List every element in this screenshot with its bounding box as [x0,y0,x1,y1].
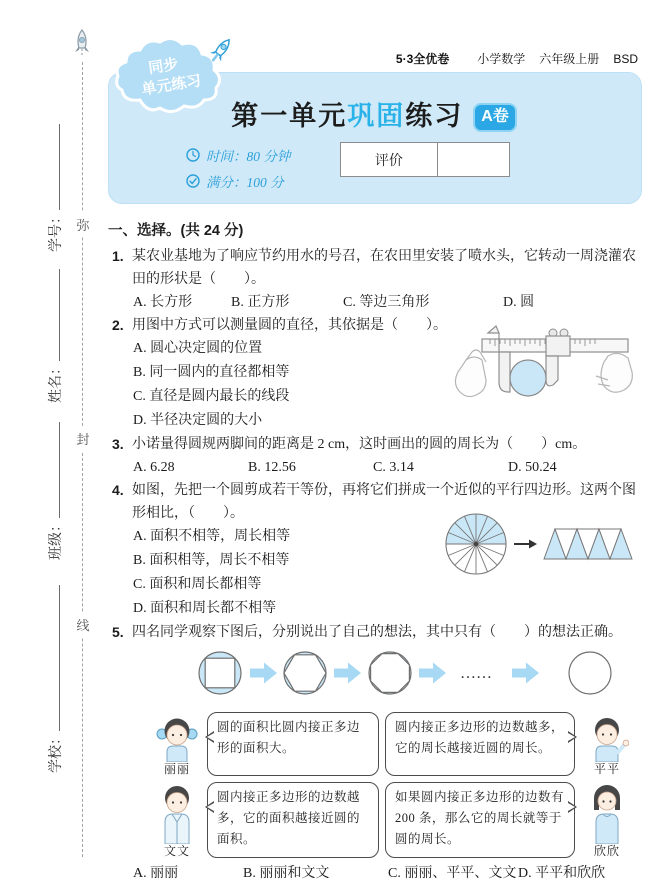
series-subject: 小学数学 [477,52,526,66]
clock-icon [186,148,200,162]
seal-char-1: 弥 [75,212,91,237]
q3-option-d: D. 50.24 [508,460,557,475]
field-student-id [44,112,66,252]
q5-option-d: D. 平平和欣欣 [518,866,606,881]
student-lili [153,712,201,776]
title-highlight: 巩固 [347,101,406,131]
field-name-label: 姓名： [47,361,63,403]
question-5-options [108,862,642,884]
student-pingping [581,712,633,776]
speech-bubble-wenwen: 圆内接正多边形的边数越多，它的面积越接近圆的面积。 [207,782,379,858]
field-class-blank [46,422,60,518]
q5-option-c: C. 丽丽、平平、文文 [388,866,517,881]
question-1-number: 1. [112,248,124,264]
student-xinxin-figure [585,782,629,844]
score-text: 满分：100 分 [206,175,284,190]
field-school-label: 学校： [47,731,63,773]
series-edition: BSD [613,52,638,66]
field-school-blank [46,585,60,731]
student-wenwen-name: 文文 [163,844,190,858]
title-part2: 练习 [405,101,464,131]
seal-char-3: 线 [75,612,91,637]
question-4-number: 4. [112,482,124,498]
cloud-text-line1: 同步 [147,55,180,78]
q1-option-a: A. 长方形 [133,295,193,310]
student-xinxin-name: 欣欣 [593,844,620,858]
question-3-options [108,456,642,479]
question-5-number: 5. [112,624,124,640]
time-text: 时间：80 分钟 [206,149,291,164]
q3-option-c: C. 3.14 [373,460,414,475]
question-4-text: 如图，先把一个圆剪成若干等份，再将它们拼成一个近似的平行四边形。这两个图形相比，（ ）。 [132,483,636,521]
q3-option-b: B. 12.56 [248,460,296,475]
inscribed-polygons-sequence-illustration [190,647,620,699]
check-circle-icon [186,174,200,188]
seal-dashed-line [82,62,83,857]
q5-option-a: A. 丽丽 [133,866,179,881]
title-part1: 第一单元 [231,101,348,131]
student-wenwen [153,782,201,858]
speech-bubble-lili: 圆的面积比圆内接正多边形的面积大。 [207,712,379,776]
evaluation-label: 评价 [341,143,438,176]
q3-option-a: A. 6.28 [133,460,175,475]
evaluation-blank-cell [438,143,509,176]
question-2 [108,314,642,433]
rocket-icon [70,28,94,60]
series-volume: 六年级上册 [539,52,600,66]
q1-option-b: B. 正方形 [231,295,290,310]
question-2-text: 用图中方式可以测量圆的直径，其依据是（ ）。 [132,318,447,333]
q1-option-d: D. 圆 [503,295,535,310]
q4-option-a: A. 面积不相等，周长相等 [133,529,291,544]
student-xinxin [581,782,633,858]
section-heading: 一、选择。(共 24 分) [108,223,244,239]
question-2-number: 2. [112,317,124,333]
circle-to-parallelogram-illustration [444,511,636,577]
student-pingping-figure [585,712,629,762]
speech-bubble-pingping: 圆内接正多边形的边数越多，它的周长越接近圆的周长。 [385,712,575,776]
field-name [44,257,66,403]
questions-section [108,220,642,884]
question-5 [108,621,642,884]
score-info [186,172,346,190]
question-1 [108,245,642,314]
caliper-measuring-circle-illustration [452,324,640,412]
seal-char-2: 封 [75,426,91,451]
series-name: 5·3全优卷 [395,52,450,66]
student-pingping-name: 平平 [593,762,620,776]
field-name-blank [46,269,60,361]
student-lili-name: 丽丽 [163,762,190,776]
ellipsis-text: …… [460,665,492,682]
q4-option-d: D. 面积和周长都不相等 [133,601,277,616]
q4-option-c: C. 面积和周长都相等 [133,577,262,592]
question-1-options [108,291,642,314]
speech-bubble-xinxin: 如果圆内接正多边形的边数有 200 条，那么它的周长就等于圆的周长。 [385,782,575,858]
student-wenwen-figure [155,782,199,844]
q4-option-b: B. 面积相等，周长不相等 [133,553,290,568]
question-5-text: 四名同学观察下图后，分别说出了自己的想法，其中只有（ ）的想法正确。 [132,625,622,640]
series-info [396,50,638,67]
page-title [108,94,640,133]
evaluation-box [340,142,510,177]
field-class [44,410,66,560]
question-3-text: 小诺量得圆规两脚间的距离是 2 cm，这时画出的圆的周长为（ ）cm。 [132,437,587,452]
q1-option-c: C. 等边三角形 [343,295,430,310]
q5-option-b: B. 丽丽和文文 [243,866,330,881]
field-school [44,573,66,773]
students-discussion [153,712,642,858]
question-1-text: 某农业基地为了响应节约用水的号召，在农田里安装了喷水头，它转动一周浇灌农田的形状是（ ）。 [132,249,636,287]
question-3-number: 3. [112,436,124,452]
student-lili-figure [155,712,199,762]
q2-option-c: C. 直径是圆内最长的线段 [133,389,290,404]
q2-option-d: D. 半径决定圆的大小 [133,413,263,428]
field-student-id-label: 学号： [47,210,63,252]
question-4 [108,479,642,621]
q2-option-b: B. 同一圆内的直径都相等 [133,365,290,380]
field-student-id-blank [46,124,60,210]
paper-a-badge: A卷 [473,103,517,132]
time-info [186,146,346,164]
q2-option-a: A. 圆心决定圆的位置 [133,341,263,356]
field-class-label: 班级： [47,518,63,560]
cloud-text-line2: 单元练习 [140,72,203,99]
question-3 [108,433,642,479]
